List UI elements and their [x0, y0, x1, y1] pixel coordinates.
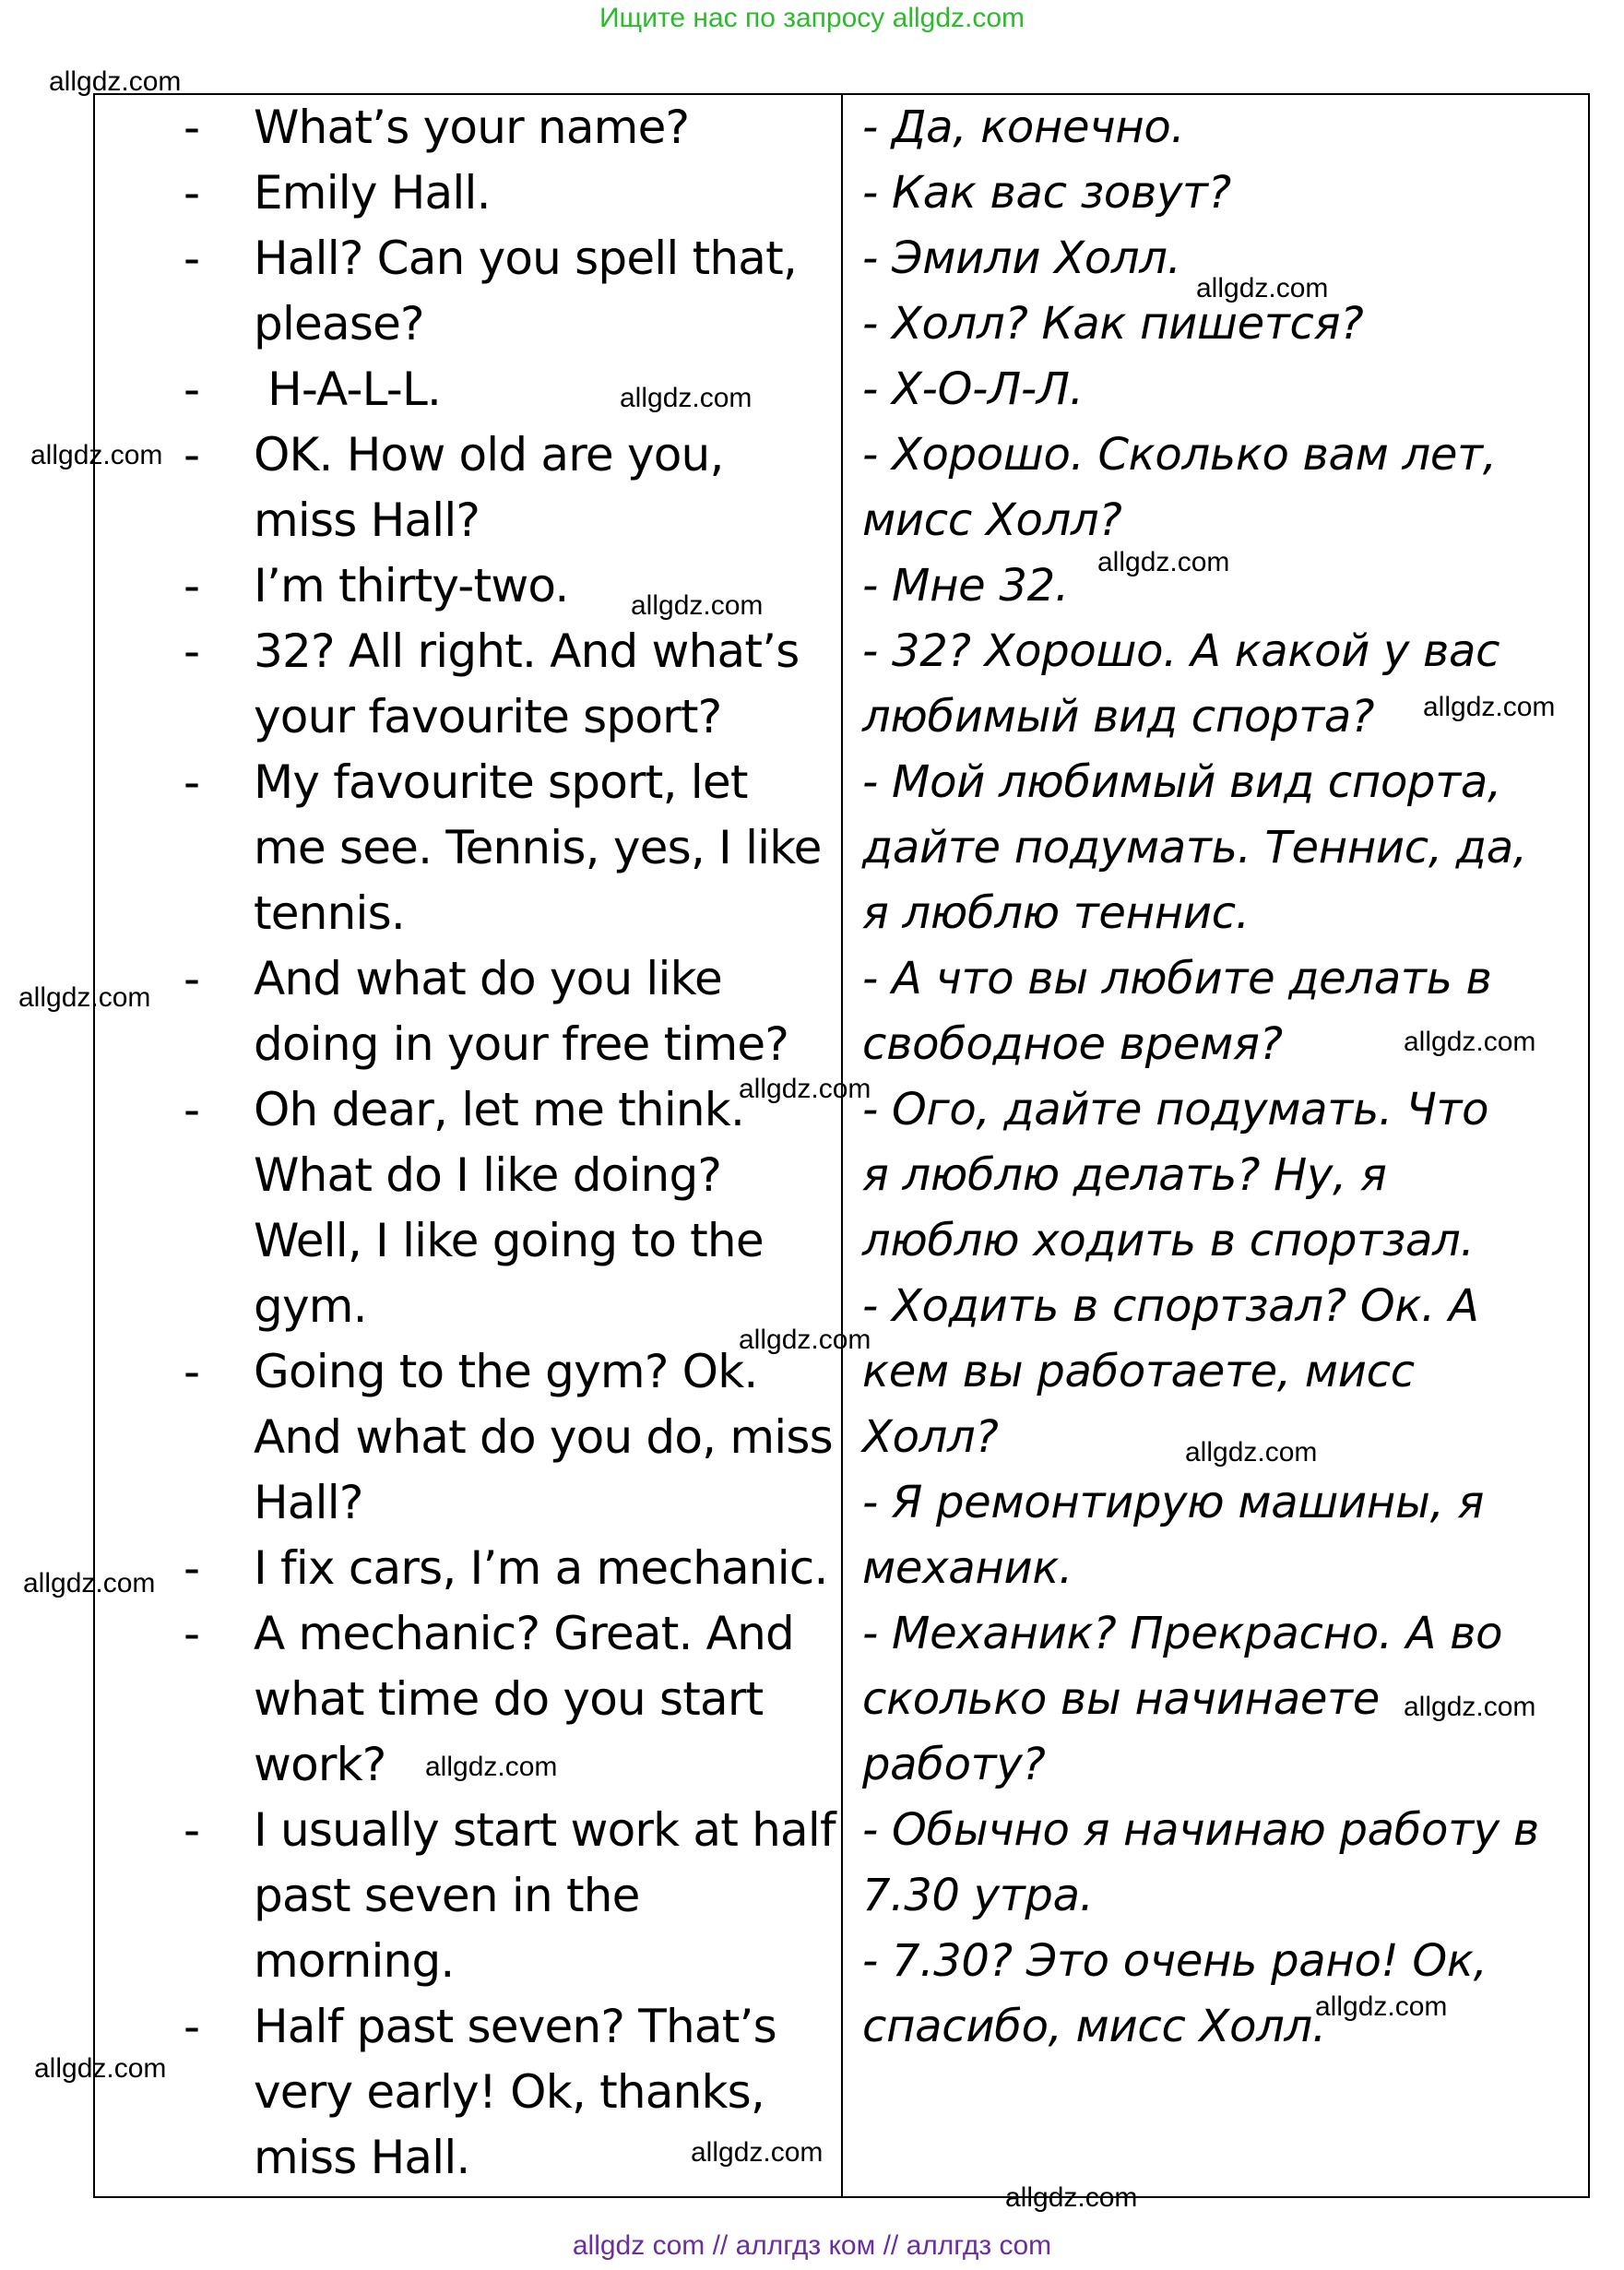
translation-line: - Ходить в спортзал? Ок. А: [862, 1280, 1479, 1332]
dialogue-dash: -: [184, 952, 201, 1005]
dialogue-text: What do I like doing?: [254, 1148, 722, 1202]
translation-line: люблю ходить в спортзал.: [862, 1215, 1475, 1266]
translation-line: - 7.30? Это очень рано! Ок,: [862, 1935, 1488, 1987]
translation-line: - Хорошо. Сколько вам лет,: [862, 429, 1497, 481]
dialogue-text: And what do you do, miss: [254, 1410, 833, 1464]
dialogue-text: morning.: [254, 1934, 455, 1988]
dialogue-text: me see. Tennis, yes, I like: [254, 821, 822, 874]
dialogue-dash: -: [184, 2000, 201, 2053]
dialogue-text: very early! Ok, thanks,: [254, 2065, 765, 2119]
dialogue-text: Half past seven? That’s: [254, 2000, 776, 2053]
dialogue-dash: -: [184, 1607, 201, 1660]
translation-line: - Х-О-Л-Л.: [862, 363, 1084, 415]
translation-line: спасибо, мисс Холл.: [862, 2001, 1326, 2052]
dialogue-dash: -: [184, 559, 201, 612]
dialogue-text: I usually start work at half: [254, 1803, 836, 1857]
russian-translation-column: [862, 95, 1582, 2060]
translation-line: 7.30 утра.: [862, 1870, 1094, 1921]
watermark: allgdz.com: [49, 66, 182, 97]
watermark: allgdz.com: [739, 1074, 871, 1104]
dialogue-text: tennis.: [254, 886, 405, 940]
dialogue-text: And what do you like: [254, 952, 722, 1005]
dialogue-line: [95, 2060, 840, 2125]
dialogue-text: Oh dear, let me think.: [254, 1083, 745, 1136]
dialogue-text: Hall? Can you spell that,: [254, 232, 798, 285]
translation-line: - Как вас зовут?: [862, 167, 1231, 219]
watermark: allgdz.com: [631, 590, 764, 621]
dialogue-line: [95, 160, 840, 226]
search-hint-link[interactable]: Ищите нас по запросу allgdz.com: [599, 3, 1025, 33]
dialogue-line: [95, 750, 840, 815]
translation-line: мисс Холл?: [862, 494, 1122, 546]
dialogue-text: Emily Hall.: [254, 166, 491, 220]
column-divider: [841, 93, 843, 2198]
watermark: allgdz.com: [18, 982, 151, 1013]
dialogue-line: [95, 95, 840, 160]
watermark: allgdz.com: [34, 2053, 167, 2084]
dialogue-dash: -: [184, 232, 201, 285]
dialogue-text: 32? All right. And what’s: [254, 624, 800, 678]
watermark: allgdz.com: [739, 1325, 871, 1355]
dialogue-line: [95, 1536, 840, 1601]
watermark: allgdz.com: [1185, 1437, 1318, 1468]
translation-line: Холл?: [862, 1411, 999, 1463]
translation-line: я люблю теннис.: [862, 887, 1250, 939]
dialogue-dash: -: [184, 362, 201, 416]
dialogue-dash: -: [184, 166, 201, 220]
dialogue-text: Hall?: [254, 1476, 363, 1529]
dialogue-line: [95, 1077, 840, 1143]
dialogue-line: [95, 1798, 840, 1863]
translation-line: - Механик? Прекрасно. А во: [862, 1608, 1503, 1659]
translation-line: - Мне 32.: [862, 560, 1069, 612]
watermark: allgdz.com: [1005, 2182, 1138, 2213]
dialogue-dash: -: [184, 755, 201, 809]
dialogue-line: [95, 1929, 840, 1994]
watermark: allgdz.com: [30, 440, 163, 470]
dialogue-line: [95, 1405, 840, 1470]
translation-line: механик.: [862, 1542, 1073, 1594]
dialogue-line: [95, 1274, 840, 1339]
dialogue-text: miss Hall.: [254, 2131, 470, 2184]
dialogue-line: [95, 1339, 840, 1405]
watermark: allgdz.com: [1423, 692, 1556, 722]
watermark: allgdz.com: [1196, 273, 1329, 303]
dialogue-dash: -: [184, 1345, 201, 1398]
dialogue-line: [95, 619, 840, 684]
translation-line: дайте подумать. Теннис, да,: [862, 822, 1527, 874]
watermark: allgdz.com: [691, 2137, 824, 2168]
dialogue-line: [95, 815, 840, 881]
dialogue-line: [95, 291, 840, 357]
dialogue-line: [95, 226, 840, 291]
translation-line: я люблю делать? Ну, я: [862, 1149, 1387, 1201]
translation-line: - Холл? Как пишется?: [862, 298, 1364, 350]
dialogue-text: work?: [254, 1738, 386, 1791]
watermark: allgdz.com: [1097, 547, 1230, 577]
dialogue-text: I fix cars, I’m a mechanic.: [254, 1541, 828, 1595]
dialogue-text: I’m thirty-two.: [254, 559, 569, 612]
translation-line: - Обычно я начинаю работу в: [862, 1804, 1539, 1856]
dialogue-text: What’s your name?: [254, 101, 690, 154]
dialogue-text: Going to the gym? Ok.: [254, 1345, 758, 1398]
dialogue-line: [95, 946, 840, 1012]
dialogue-text: please?: [254, 297, 424, 351]
dialogue-text: what time do you start: [254, 1672, 764, 1726]
dialogue-text: past seven in the: [254, 1869, 640, 1922]
dialogue-text: My favourite sport, let: [254, 755, 748, 809]
dialogue-text: your favourite sport?: [254, 690, 722, 743]
translation-line: свободное время?: [862, 1018, 1283, 1070]
dialogue-line: [95, 1667, 840, 1732]
dialogue-dash: -: [184, 624, 201, 678]
footer-links[interactable]: allgdz com // аллгдз ком // аллгдз com: [572, 2230, 1052, 2261]
dialogue-text: doing in your free time?: [254, 1017, 789, 1071]
dialogue-text: H-A-L-L.: [254, 362, 442, 416]
translation-line: любимый вид спорта?: [862, 691, 1375, 743]
dialogue-text: Well, I like going to the: [254, 1214, 764, 1267]
dialogue-dash: -: [184, 1541, 201, 1595]
translation-line: - Я ремонтирую машины, я: [862, 1477, 1485, 1528]
translation-line: - Мой любимый вид спорта,: [862, 756, 1501, 808]
dialogue-line: [95, 422, 840, 488]
dialogue-line: [95, 1143, 840, 1208]
dialogue-dash: -: [184, 1083, 201, 1136]
dialogue-dash: -: [184, 428, 201, 481]
dialogue-dash: -: [184, 1803, 201, 1857]
translation-line: сколько вы начинаете: [862, 1673, 1380, 1725]
dialogue-text: gym.: [254, 1279, 367, 1333]
dialogue-line: [95, 1208, 840, 1274]
dialogue-line: [95, 684, 840, 750]
dialogue-dash: -: [184, 101, 201, 154]
dialogue-line: [95, 1601, 840, 1667]
dialogue-line: [95, 488, 840, 553]
watermark: allgdz.com: [1315, 1991, 1448, 2022]
watermark: allgdz.com: [620, 383, 753, 413]
translation-line: - Да, конечно.: [862, 101, 1185, 153]
translation-line: - 32? Хорошо. А какой у вас: [862, 625, 1500, 677]
dialogue-line: [95, 1863, 840, 1929]
dialogue-line: [95, 1470, 840, 1536]
translation-line: - А что вы любите делать в: [862, 953, 1492, 1004]
translation-line: - Ого, дайте подумать. Что: [862, 1084, 1489, 1135]
dialogue-text: A mechanic? Great. And: [254, 1607, 794, 1660]
dialogue-line: [95, 1994, 840, 2060]
translation-line: работу?: [862, 1739, 1046, 1790]
dialogue-line: [95, 1012, 840, 1077]
watermark: allgdz.com: [1404, 1692, 1536, 1722]
translation-line: - Эмили Холл.: [862, 232, 1181, 284]
watermark: allgdz.com: [1404, 1027, 1536, 1057]
dialogue-text: miss Hall?: [254, 493, 480, 547]
dialogue-line: [95, 881, 840, 946]
watermark: allgdz.com: [425, 1752, 558, 1782]
watermark: allgdz.com: [23, 1568, 156, 1599]
translation-line: кем вы работаете, мисс: [862, 1346, 1415, 1397]
dialogue-text: OK. How old are you,: [254, 428, 724, 481]
